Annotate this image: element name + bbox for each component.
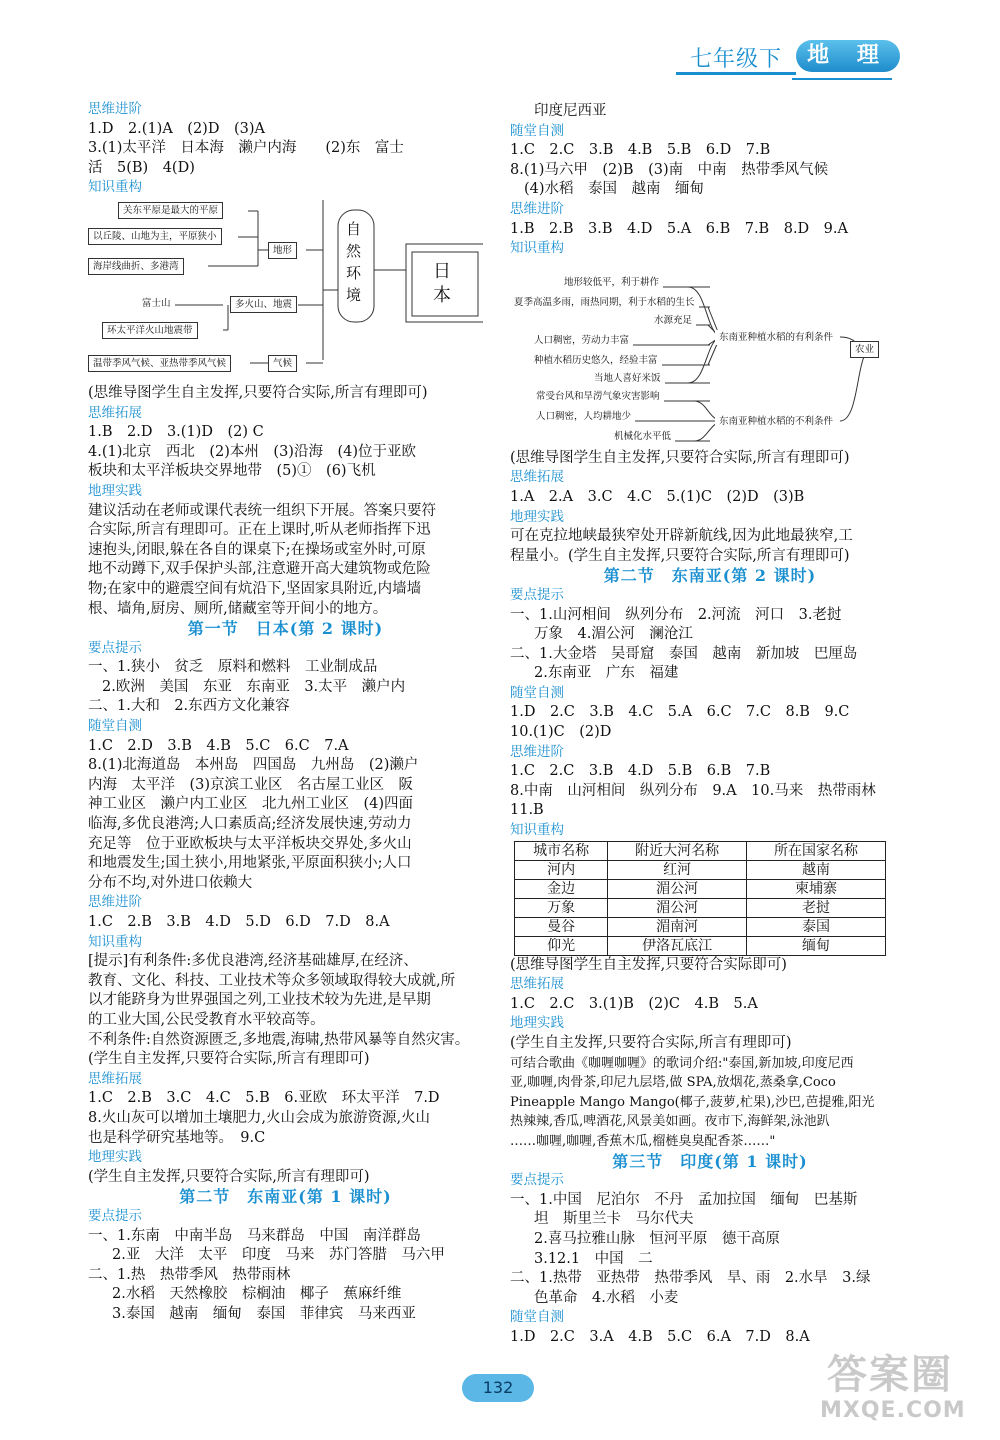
answer-line: 11.B (510, 802, 544, 819)
table-cell: 柬埔寨 (747, 879, 886, 898)
heading: 地理实践 (510, 508, 564, 525)
answer-line: [提示]有利条件:多优良港湾,经济基础雄厚,在经济、 (88, 953, 418, 970)
heading: 随堂自测 (510, 1309, 564, 1326)
answer-line: 二、1.热带 亚热带 热带季风 旱、雨 2.水旱 3.绿 (510, 1270, 871, 1287)
answer-line: 2.东南亚 广东 福建 (534, 665, 679, 682)
table-cell: 金边 (515, 879, 608, 898)
heading: 思维拓展 (88, 404, 142, 421)
rice-mind-map (510, 261, 910, 447)
answer-line: 3.12.1 中国 二 (534, 1250, 653, 1267)
header-rule (676, 72, 796, 75)
mind-map-node: 关东平原是最大的平原 (118, 202, 223, 219)
heading: 知识重构 (510, 822, 564, 839)
mind-map-node: 地形 (268, 242, 297, 259)
heading: 思维拓展 (510, 469, 564, 486)
answer-line: (思维导图学生自主发挥,只要符合实际,所言有理即可) (510, 449, 850, 466)
answer-line: 二、1.大金塔 吴哥窟 泰国 越南 新加坡 巴厘岛 (510, 645, 858, 662)
table-cell: 湄公河 (608, 898, 747, 917)
answer-line: 教育、文化、科技、工业技术等众多领域取得较大成就,所 (88, 972, 456, 989)
japan-mind-map (88, 200, 483, 382)
table-cell: 湄公河 (608, 879, 747, 898)
heading: 随堂自测 (510, 122, 564, 139)
table-cell: 红河 (608, 860, 747, 879)
heading: 要点提示 (510, 1172, 564, 1189)
mind-map-node: 人口稠密，劳动力丰富 (530, 333, 633, 348)
answer-line: 临海,多优良港湾;人口素质高;经济发展快速,劳动力 (88, 816, 412, 833)
table-cell: 缅甸 (747, 936, 886, 955)
answer-line: 内海 太平洋 (3)京滨工业区 名古屋工业区 阪 (88, 776, 414, 793)
mind-map-topic: 日本 (433, 260, 451, 306)
answer-line: 坦 斯里兰卡 马尔代夫 (534, 1211, 694, 1228)
mind-map-node: 富士山 (138, 296, 175, 311)
mind-map-center: 自然环境 (346, 219, 362, 304)
table-row (515, 860, 886, 879)
section-title: 第二节 东南亚(第 1 课时) (179, 1187, 392, 1207)
answer-line: 和地震发生;国土狭小,用地紧张,平原面积狭小;人口 (88, 855, 412, 872)
answer-line: 亚,咖喱,肉骨茶,印尼九层塔,做 SPA,放烟花,蒸桑拿,Coco (510, 1075, 836, 1091)
mind-map-node: 环太平洋火山地震带 (102, 322, 198, 339)
heading: 思维进阶 (88, 101, 142, 117)
answer-line: 3.(1)太平洋 日本海 濑户内海 (2)东 富士 (88, 140, 404, 157)
heading: 地理实践 (510, 1015, 564, 1032)
answer-line: Pineapple Mango Mango(椰子,菠萝,杧果),沙巴,芭提雅,阳光 (510, 1094, 875, 1110)
answer-line: (4)水稻 泰国 越南 缅甸 (524, 181, 705, 198)
section-title: 第三节 印度(第 1 课时) (612, 1151, 808, 1171)
heading: 随堂自测 (510, 684, 564, 701)
table-cell: 湄南河 (608, 917, 747, 936)
subject-badge: 地 理 (796, 40, 900, 72)
left-column (88, 100, 483, 1324)
table-header-cell: 城市名称 (515, 841, 608, 860)
answer-line: 8.(1)马六甲 (2)B (3)南 中南 热带季风气候 (510, 161, 829, 178)
answer-line: 一、1.狭小 贫乏 原料和燃料 工业制成品 (88, 659, 378, 676)
table-cell: 越南 (747, 860, 886, 879)
heading: 地理实践 (88, 482, 142, 499)
answer-line: 以才能跻身为世界强国之列,工业技术较为先进,是早期 (88, 992, 431, 1009)
table-row (515, 936, 886, 955)
table-cell: 仰光 (515, 936, 608, 955)
mind-map-node: 当地人喜好米饭 (590, 371, 665, 386)
answer-line: 速抱头,闭眼,躲在各自的课桌下;在操场或室外时,可原 (88, 541, 426, 558)
answer-line: 8.火山灰可以增加土壤肥力,火山会成为旅游资源,火山 (88, 1109, 431, 1126)
answer-line: 1.C 2.C 3.(1)B (2)C 4.B 5.A (510, 995, 758, 1012)
table-cell: 老挝 (747, 898, 886, 917)
answer-line: 8.中南 山河相间 纵列分布 9.A 10.马来 热带雨林 (510, 782, 876, 799)
answer-line: (思维导图学生自主发挥,只要符合实际,所言有理即可) (88, 384, 428, 401)
answer-line: 一、1.山河相间 纵列分布 2.河流 河口 3.老挝 (510, 606, 842, 623)
heading: 知识重构 (88, 179, 142, 196)
mind-map-node: 东南亚种植水稻的不利条件 (715, 414, 837, 429)
right-column (510, 102, 910, 1348)
grade-label: 七年级下 (689, 47, 782, 72)
mind-map-node: 多火山、地震 (230, 296, 297, 313)
table-cell: 泰国 (747, 917, 886, 936)
answer-line: (学生自主发挥,只要符合实际,所言有理即可) (88, 1051, 370, 1068)
answer-line: 不利条件:自然资源匮乏,多地震,海啸,热带风暴等自然灾害。 (88, 1031, 470, 1048)
answer-line: 印度尼西亚 (534, 103, 607, 119)
answer-line: 一、1.中国 尼泊尔 不丹 孟加拉国 缅甸 巴基斯 (510, 1191, 858, 1208)
heading: 要点提示 (88, 639, 142, 656)
answer-line: 充足等 位于亚欧板块与太平洋板块交界处,多火山 (88, 835, 412, 852)
answer-line: 8.(1)北海道岛 本州岛 四国岛 九州岛 (2)濑户 (88, 757, 419, 774)
answer-line: 热辣辣,香瓜,啤酒花,风景美如画。夜市下,海鲜架,泳池趴 (510, 1114, 830, 1130)
answer-line: 1.C 2.D 3.B 4.B 5.C 6.C 7.A (88, 737, 349, 754)
answer-line: 活 5(B) 4(D) (88, 159, 195, 176)
answer-line: ……咖喱,咖喱,香蕉木瓜,榴梿臭臭配香茶……" (510, 1133, 776, 1149)
section-title: 第一节 日本(第 2 课时) (187, 619, 384, 639)
section-title: 第二节 东南亚(第 2 课时) (603, 566, 817, 586)
header-rule-2 (792, 78, 892, 80)
heading: 思维拓展 (88, 1070, 142, 1087)
answer-line: 1.C 2.C 3.B 4.B 5.B 6.D 7.B (510, 142, 771, 159)
city-river-table (514, 841, 886, 956)
heading: 要点提示 (88, 1207, 142, 1224)
table-row (515, 898, 886, 917)
answer-line: 万象 4.湄公河 澜沧江 (534, 626, 693, 643)
answer-line: 物;在家中的避震空间有炕沿下,坚固家具附近,内墙墙 (88, 580, 422, 597)
mind-map-node: 机械化水平低 (610, 429, 675, 444)
watermark-url: MXQE.COM (820, 1398, 966, 1423)
table-row (515, 879, 886, 898)
answer-line: 2.喜马拉雅山脉 恒河平原 德干高原 (534, 1230, 780, 1247)
answer-line: 色革命 4.水稻 小麦 (534, 1289, 679, 1306)
site-watermark (820, 1352, 966, 1428)
answer-line: (思维导图学生自主发挥,只要符合实际即可) (510, 956, 787, 973)
table-header-cell: 所在国家名称 (747, 841, 886, 860)
watermark-logo-text: 答案圈 (827, 1352, 953, 1398)
answer-line: 1.A 2.A 3.C 4.C 5.(1)C (2)D (3)B (510, 488, 805, 505)
heading: 随堂自测 (88, 718, 142, 735)
answer-line: 1.B 2.D 3.(1)D (2) C (88, 424, 264, 441)
answer-line: 4.(1)北京 西北 (2)本州 (3)沿海 (4)位于亚欧 (88, 443, 416, 460)
answer-line: 程量小。(学生自主发挥,只要符合实际,所言有理即可) (510, 547, 850, 564)
answer-line: 1.D 2.(1)A (2)D (3)A (88, 120, 265, 137)
answer-line: 可在克拉地峡最狭窄处开辟新航线,因为此地最狭窄,工 (510, 528, 853, 545)
answer-line: 可结合歌曲《咖喱咖喱》的歌词介绍:"泰国,新加坡,印度尼西 (510, 1055, 854, 1071)
answer-line: 1.D 2.C 3.B 4.C 5.A 6.C 7.C 8.B 9.C (510, 704, 850, 721)
answer-line: 分布不均,对外进口依赖大 (88, 874, 253, 891)
answer-line: 3.泰国 越南 缅甸 泰国 菲律宾 马来西亚 (112, 1305, 416, 1322)
mind-map-node: 地形较低平，利于耕作 (560, 275, 663, 290)
mind-map-node: 温带季风气候、亚热带季风气候 (88, 355, 231, 372)
answer-line: 合实际,所言有理即可。正在上课时,听从老师指挥下迅 (88, 522, 431, 539)
answer-line: 一、1.东南 中南半岛 马来群岛 中国 南洋群岛 (88, 1227, 421, 1244)
mind-map-node: 海岸线曲折、多港湾 (88, 258, 184, 275)
answer-line: 10.(1)C (2)D (510, 724, 612, 741)
mind-map-node: 人口稠密，人均耕地少 (532, 409, 635, 424)
mind-map-node: 以丘陵、山地为主，平原狭小 (88, 228, 222, 245)
heading: 思维进阶 (510, 743, 564, 760)
table-cell: 曼谷 (515, 917, 608, 936)
answer-line: 1.B 2.B 3.B 4.D 5.A 6.B 7.B 8.D 9.A (510, 220, 848, 237)
mind-map-node: 种植水稻历史悠久，经验丰富 (530, 353, 662, 368)
answer-line: 的工业大国,公民受教育水平较高等。 (88, 1011, 325, 1028)
table-header-cell: 附近大河名称 (608, 841, 747, 860)
heading: 地理实践 (88, 1149, 142, 1166)
answer-line: 1.D 2.C 3.A 4.B 5.C 6.A 7.D 8.A (510, 1328, 810, 1345)
heading: 知识重构 (88, 933, 142, 950)
table-cell: 伊洛瓦底江 (608, 936, 747, 955)
heading: 思维拓展 (510, 976, 564, 993)
mind-map-topic: 农业 (850, 341, 879, 358)
answer-line: 1.C 2.B 3.C 4.C 5.B 6.亚欧 环太平洋 7.D (88, 1090, 440, 1107)
mind-map-node: 东南亚种植水稻的有利条件 (715, 330, 837, 345)
answer-line: 也是科学研究基地等。 9.C (88, 1129, 266, 1146)
answer-line: 1.C 2.B 3.B 4.D 5.D 6.D 7.D 8.A (88, 914, 390, 930)
answer-line: 板块和太平洋板块交界地带 (5)① (6)飞机 (88, 463, 376, 480)
heading: 思维进阶 (88, 894, 142, 911)
answer-line: 地不动蹲下,双手保护头部,注意避开高大建筑物或危险 (88, 561, 431, 578)
table-cell: 万象 (515, 898, 608, 917)
answer-line: 建议活动在老师或课代表统一组织下开展。答案只要符 (88, 502, 436, 519)
heading: 要点提示 (510, 586, 564, 603)
answer-line: 神工业区 濑户内工业区 北九州工业区 (4)四面 (88, 796, 414, 813)
mind-map-node: 常受台风和旱涝气象灾害影响 (532, 389, 664, 404)
mind-map-node: 气候 (268, 355, 297, 372)
table-cell: 河内 (515, 860, 608, 879)
mind-map-node: 夏季高温多雨，雨热同期，利于水稻的生长 (510, 295, 699, 310)
answer-line: 二、1.大和 2.东西方文化兼容 (88, 698, 290, 715)
table-row (515, 917, 886, 936)
answer-line: 二、1.热 热带季风 热带雨林 (88, 1266, 291, 1283)
answer-line: 根、墙角,厨房、厕所,储藏室等开间小的地方。 (88, 600, 388, 617)
answer-line: (学生自主发挥,只要符合实际,所言有理即可) (88, 1168, 370, 1185)
answer-line: 2.欧洲 美国 东亚 东南亚 3.太平 濑户内 (102, 678, 406, 695)
heading: 思维进阶 (510, 200, 564, 217)
answer-line: (学生自主发挥,只要符合实际,所言有理即可) (510, 1035, 792, 1051)
answer-line: 1.C 2.C 3.B 4.D 5.B 6.B 7.B (510, 763, 771, 780)
answer-line: 2.水稻 天然橡胶 棕榈油 椰子 蕉麻纤维 (112, 1286, 402, 1303)
table-header-row (515, 841, 886, 860)
mind-map-node: 水源充足 (650, 313, 696, 328)
answer-line: 2.亚 大洋 太平 印度 马来 苏门答腊 马六甲 (112, 1247, 445, 1264)
heading: 知识重构 (510, 240, 564, 257)
page-number: 132 (462, 1374, 534, 1402)
